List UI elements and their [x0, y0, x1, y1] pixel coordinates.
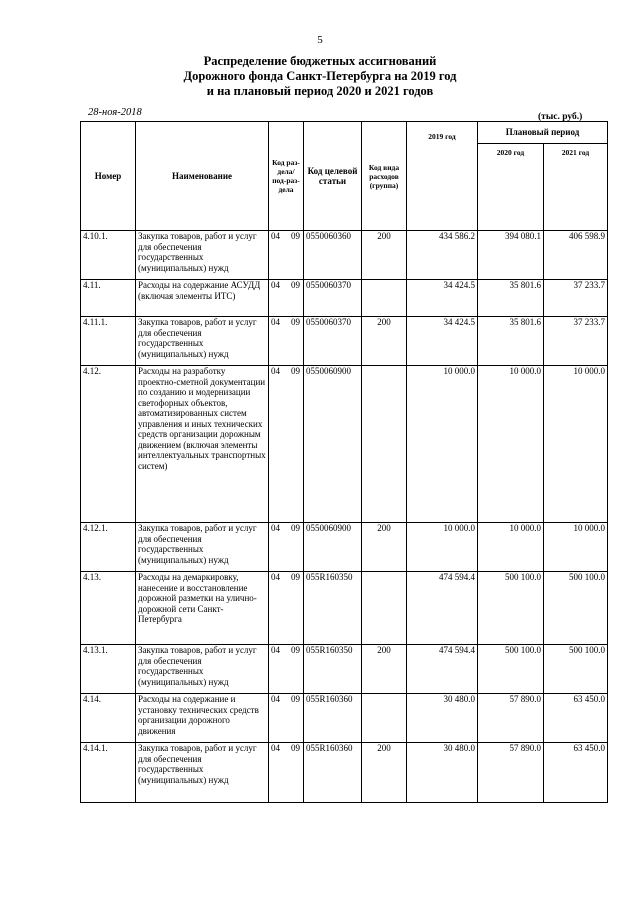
row-2020-value: 10 000.0: [478, 523, 544, 572]
row-section-code: [269, 645, 304, 694]
row-2021-value: 37 233.7: [544, 280, 608, 317]
row-2019-value: 34 424.5: [407, 317, 478, 366]
row-name: Расходы на демаркировку, нанесение и восстановление дорожной разметки на улично-дорожной сети Санкт-Петербурга: [136, 572, 269, 645]
table-row: [81, 366, 608, 523]
header-2020: 2020 год: [478, 144, 544, 231]
row-2020-value: 35 801.6: [478, 317, 544, 366]
page-number: 5: [317, 34, 323, 46]
row-section-code: [269, 317, 304, 366]
row-2019-value: 30 480.0: [407, 694, 478, 743]
subsection-code: 09: [291, 645, 300, 655]
row-target-code: 055R160350: [304, 572, 362, 645]
row-name: Закупка товаров, работ и услуг для обеспечения государственных (муниципальных) нужд: [136, 743, 269, 803]
row-number: 4.10.1.: [81, 231, 136, 280]
row-2020-value: 57 890.0: [478, 743, 544, 803]
document-date: 28-ноя-2018: [88, 107, 142, 118]
table-row: [81, 317, 608, 366]
row-name: Закупка товаров, работ и услуг для обеспечения государственных (муниципальных) нужд: [136, 523, 269, 572]
row-2020-value: 500 100.0: [478, 572, 544, 645]
table-row: [81, 280, 608, 317]
subsection-code: 09: [291, 366, 300, 376]
section-code: 04: [271, 231, 280, 241]
row-expense-type: 200: [362, 317, 407, 366]
row-expense-type: 200: [362, 231, 407, 280]
row-2021-value: 10 000.0: [544, 366, 608, 523]
row-2020-value: 394 080.1: [478, 231, 544, 280]
header-number: Номер: [81, 122, 136, 231]
title-line-1: Распределение бюджетных ассигнований: [203, 54, 437, 68]
row-target-code: 055R160360: [304, 743, 362, 803]
row-2021-value: 500 100.0: [544, 645, 608, 694]
table-row: [81, 523, 608, 572]
row-expense-type: 200: [362, 645, 407, 694]
budget-table: [80, 121, 608, 803]
row-2019-value: 434 586.2: [407, 231, 478, 280]
row-target-code: 0550060900: [304, 523, 362, 572]
row-number: 4.11.: [81, 280, 136, 317]
row-2020-value: 10 000.0: [478, 366, 544, 523]
row-name: Закупка товаров, работ и услуг для обеспечения государственных (муниципальных) нужд: [136, 645, 269, 694]
subsection-code: 09: [291, 572, 300, 582]
section-code: 04: [271, 280, 280, 290]
row-number: 4.13.: [81, 572, 136, 645]
header-expense-type: Код вида расходов (группа): [362, 122, 407, 231]
subsection-code: 09: [291, 694, 300, 704]
row-section-code: [269, 231, 304, 280]
row-expense-type: [362, 572, 407, 645]
row-name: Расходы на содержание и установку технических средств организации дорожного движения: [136, 694, 269, 743]
section-code: 04: [271, 743, 280, 753]
row-2021-value: 10 000.0: [544, 523, 608, 572]
row-2021-value: 63 450.0: [544, 694, 608, 743]
section-code: 04: [271, 317, 280, 327]
header-planned-period: Плановый период: [478, 122, 608, 144]
row-2019-value: 10 000.0: [407, 523, 478, 572]
row-target-code: 0550060900: [304, 366, 362, 523]
section-code: 04: [271, 645, 280, 655]
row-target-code: 0550060370: [304, 317, 362, 366]
row-2021-value: 500 100.0: [544, 572, 608, 645]
header-section: Код раз-дела/ под-раз-дела: [269, 122, 304, 231]
document-title: [0, 54, 640, 99]
row-section-code: [269, 280, 304, 317]
row-2019-value: 474 594.4: [407, 572, 478, 645]
row-2019-value: 10 000.0: [407, 366, 478, 523]
subsection-code: 09: [291, 231, 300, 241]
section-code: 04: [271, 523, 280, 533]
section-code: 04: [271, 572, 280, 582]
table-row: [81, 743, 608, 803]
row-section-code: [269, 523, 304, 572]
row-section-code: [269, 743, 304, 803]
row-expense-type: [362, 280, 407, 317]
table-row: [81, 645, 608, 694]
title-line-2: Дорожного фонда Санкт-Петербурга на 2019 год: [183, 69, 457, 83]
row-2021-value: 63 450.0: [544, 743, 608, 803]
row-name: Закупка товаров, работ и услуг для обеспечения государственных (муниципальных) нужд: [136, 231, 269, 280]
row-name: Расходы на разработку проектно-сметной документации по созданию и модернизации светофорных объектов, автоматизированных систем управления и иных технических средств организации дорожным движением (включая элементы интеллектуальных транспортных систем): [136, 366, 269, 523]
row-number: 4.12.1.: [81, 523, 136, 572]
row-2020-value: 57 890.0: [478, 694, 544, 743]
row-target-code: 055R160360: [304, 694, 362, 743]
subsection-code: 09: [291, 317, 300, 327]
row-2021-value: 406 598.9: [544, 231, 608, 280]
units-label: (тыс. руб.): [538, 112, 583, 122]
subsection-code: 09: [291, 523, 300, 533]
row-2020-value: 35 801.6: [478, 280, 544, 317]
row-number: 4.13.1.: [81, 645, 136, 694]
section-code: 04: [271, 366, 280, 376]
section-code: 04: [271, 694, 280, 704]
row-target-code: 0550060370: [304, 280, 362, 317]
row-expense-type: 200: [362, 743, 407, 803]
subsection-code: 09: [291, 743, 300, 753]
table-row: [81, 572, 608, 645]
row-2021-value: 37 233.7: [544, 317, 608, 366]
table-row: [81, 231, 608, 280]
row-number: 4.14.: [81, 694, 136, 743]
subsection-code: 09: [291, 280, 300, 290]
header-name: Наименование: [136, 122, 269, 231]
row-2020-value: 500 100.0: [478, 645, 544, 694]
header-2021: 2021 год: [544, 144, 608, 231]
row-section-code: [269, 694, 304, 743]
row-name: Расходы на содержание АСУДД (включая элементы ИТС): [136, 280, 269, 317]
row-2019-value: 34 424.5: [407, 280, 478, 317]
header-target: Код целевой статьи: [304, 122, 362, 231]
row-target-code: 0550060360: [304, 231, 362, 280]
row-expense-type: 200: [362, 523, 407, 572]
table-row: [81, 694, 608, 743]
row-2019-value: 474 594.4: [407, 645, 478, 694]
row-number: 4.14.1.: [81, 743, 136, 803]
header-2019: 2019 год: [407, 122, 478, 231]
row-number: 4.11.1.: [81, 317, 136, 366]
row-target-code: 055R160350: [304, 645, 362, 694]
row-section-code: [269, 572, 304, 645]
row-expense-type: [362, 694, 407, 743]
row-2019-value: 30 480.0: [407, 743, 478, 803]
row-name: Закупка товаров, работ и услуг для обеспечения государственных (муниципальных) нужд: [136, 317, 269, 366]
row-section-code: [269, 366, 304, 523]
row-expense-type: [362, 366, 407, 523]
title-line-3: и на плановый период 2020 и 2021 годов: [206, 84, 434, 98]
row-number: 4.12.: [81, 366, 136, 523]
